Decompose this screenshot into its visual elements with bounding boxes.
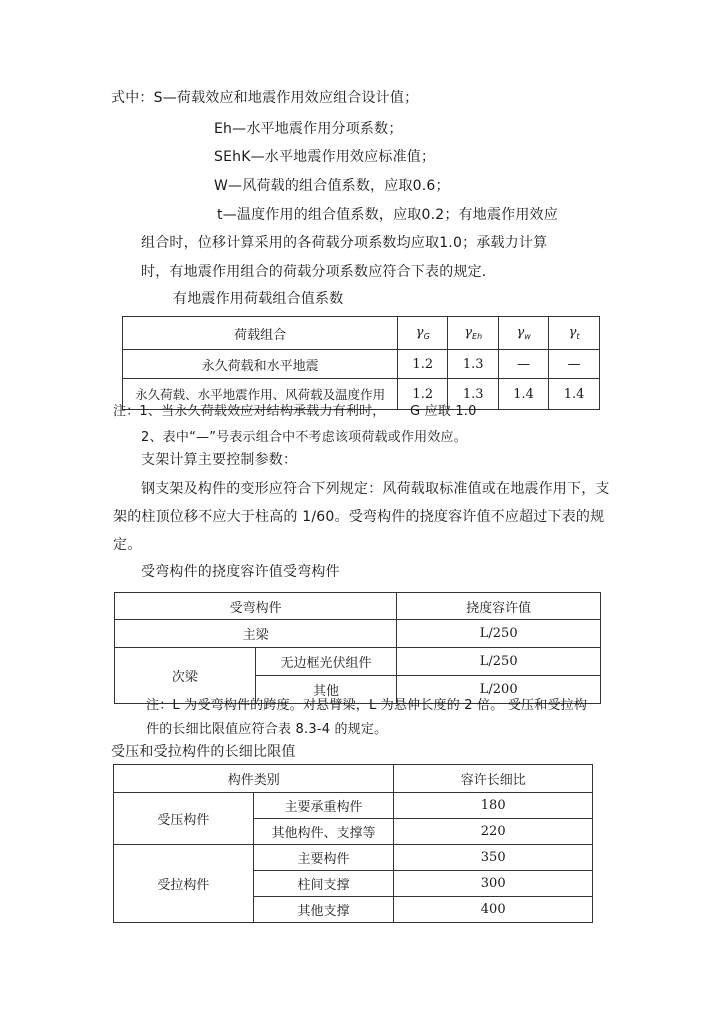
- table-cell: 受压构件: [114, 793, 254, 845]
- table-row: [115, 648, 601, 676]
- table-cell: L/200: [397, 676, 601, 704]
- section-heading: 支架计算主要控制参数：: [141, 452, 298, 468]
- definition-para-line: 组合时，位移计算采用的各荷载分项系数均应取1.0；承载力计算: [141, 235, 548, 251]
- table-header-row: [114, 765, 593, 793]
- table-cell: 400: [394, 897, 593, 923]
- table-row: [114, 793, 593, 819]
- table-cell: 永久荷载、水平地震作用、风荷载及温度作用: [123, 379, 398, 410]
- load-combination-table: [122, 316, 600, 410]
- table-cell: 1.4: [499, 379, 549, 410]
- table-cell: 1.4: [549, 379, 600, 410]
- header-cell: $\gamma_w$: [499, 317, 549, 350]
- header-cell: 荷载组合: [123, 317, 398, 350]
- table-row: [114, 845, 593, 871]
- table-cell: 220: [394, 819, 593, 845]
- table-cell: 其他构件、支撑等: [253, 819, 394, 845]
- table-row: [123, 350, 600, 379]
- table-cell: 主要构件: [253, 845, 394, 871]
- table2-note: 件的长细比限值应符合表 8.3-4 的规定。: [146, 722, 388, 737]
- table-cell: 1.3: [448, 379, 499, 410]
- section-paragraph: 钢支架及构件的变形应符合下列规定：风荷载取标准值或在地震作用下，支: [141, 481, 610, 497]
- table-cell: —: [499, 350, 549, 379]
- table-cell: 1.2: [398, 379, 448, 410]
- table1-note-1: 注：1、当永久荷载效应对结构承载力有利时，: [113, 404, 386, 419]
- table-cell: 其他支撑: [253, 897, 394, 923]
- table-cell: 无边框光伏组件: [255, 648, 397, 676]
- header-cell: $\gamma_{Eh}$: [448, 317, 499, 350]
- table-cell: 受拉构件: [114, 845, 254, 923]
- header-cell: $\gamma_t$: [549, 317, 600, 350]
- section-paragraph: 定。: [113, 537, 142, 553]
- header-cell: 受弯构件: [115, 593, 397, 620]
- header-cell: $\gamma_G$: [398, 317, 448, 350]
- table-cell: 主梁: [115, 620, 397, 648]
- definition-sehk: SEhK—水平地震作用效应标准值；: [214, 149, 436, 165]
- table-cell: L/250: [397, 620, 601, 648]
- slenderness-limit-table: [113, 764, 593, 923]
- table-cell: 柱间支撑: [253, 871, 394, 897]
- table-cell: —: [549, 350, 600, 379]
- table-row: [115, 620, 601, 648]
- header-cell: 挠度容许值: [397, 593, 601, 620]
- table-cell: 永久荷载和水平地震: [123, 350, 398, 379]
- deflection-limit-table: [114, 592, 601, 704]
- table1-title: 有地震作用荷载组合值系数: [173, 291, 344, 307]
- definition-w: W—风荷载的组合值系数，应取0.6；: [214, 178, 450, 194]
- table-cell: 其他: [255, 676, 397, 704]
- table-header-row: [123, 317, 600, 350]
- header-cell: 容许长细比: [394, 765, 593, 793]
- definition-eh: Eh—水平地震作用分项系数；: [214, 121, 403, 137]
- table-cell: 180: [394, 793, 593, 819]
- table1-note-2: 2、表中“—”号表示组合中不考虑该项荷载或作用效应。: [141, 430, 467, 445]
- table-cell: 300: [394, 871, 593, 897]
- table2-title: 受弯构件的挠度容许值受弯构件: [141, 564, 340, 580]
- table-cell: 350: [394, 845, 593, 871]
- section-paragraph: 架的柱顶位移不应大于柱高的 1/60。受弯构件的挠度容许值不应超过下表的规: [113, 509, 605, 525]
- definition-t: t—温度作用的组合值系数，应取0.2；有地震作用效应: [217, 207, 558, 223]
- header-cell: 构件类别: [114, 765, 394, 793]
- table2-note: 注：L 为受弯构件的跨度。对悬臂梁，L 为悬伸长度的 2 倍。 受压和受拉构: [146, 698, 588, 713]
- table-cell: 1.2: [398, 350, 448, 379]
- table-cell: 1.3: [448, 350, 499, 379]
- table-cell: 次梁: [115, 648, 256, 704]
- definition-para-line: 时，有地震作用组合的荷载分项系数应符合下表的规定.: [141, 264, 487, 280]
- table-header-row: [115, 593, 601, 620]
- table3-title: 受压和受拉构件的长细比限值: [111, 744, 296, 760]
- table1-note-1-value: G 应取 1.0: [410, 404, 477, 419]
- table-cell: 主要承重构件: [253, 793, 394, 819]
- table-cell: L/250: [397, 648, 601, 676]
- definition-s: 式中：S—荷载效应和地震作用效应组合设计值；: [111, 90, 419, 106]
